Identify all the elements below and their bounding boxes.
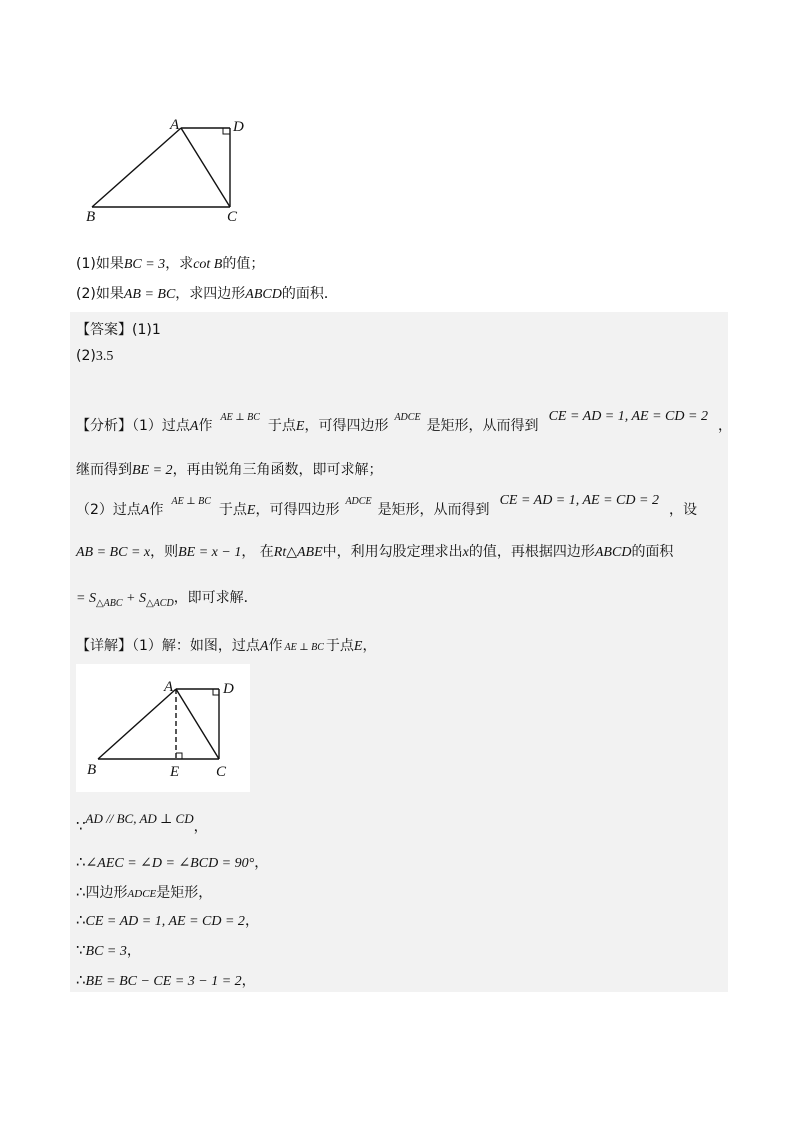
label-C: C [216,764,227,780]
figure-2-trapezoid-with-altitude [76,664,250,792]
step-1: ∵AD // BC, AD ⊥ CD， [76,811,208,835]
label-B: B [86,209,96,225]
step-3: ∴四边形ADCE是矩形， [76,883,213,901]
answer-line-2: (2)3.5 [76,348,114,364]
analysis-line-4: AB = BC = x，则BE = x − 1， 在Rt△ABE中，利用勾股定理求出x的值，再根据四边形ABCD的面积 [76,544,674,560]
label-C: C [227,209,238,225]
detail-line-1: 【详解】（1）解：如图，过点A作 AE ⊥ BC 于点E， [76,638,377,654]
step-2: ∴∠AEC = ∠D = ∠BCD = 90°， [76,853,269,871]
label-E: E [170,764,180,780]
label-A: A [164,679,174,695]
analysis-line-5: = $S_{\triangle ABC} + S_{\triangle ACD}$，即可求解． [76,590,258,609]
label-D: D [223,681,234,697]
analysis-line-1: 【分析】（1）过点A作$^{AE \perp BC}$于点E，可得四边形$^{ADCE}$是矩形，从而得到CE = AD = 1, AE = CD = 2， [76,409,732,434]
step-4: ∴CE = AD = 1, AE = CD = 2， [76,911,259,929]
label-D: D [233,119,244,135]
figure-1-trapezoid [80,112,250,228]
label-B: B [87,762,97,778]
step-6: ∴BE = BC − CE = 3 − 1 = 2， [76,971,256,989]
analysis-line-3: （2）过点A作$^{AE \perp BC}$于点E，可得四边形$^{ADCE}$是矩形，从而得到CE = AD = 1, AE = CD = 2，设 [76,493,697,518]
question-2: (2)如果AB = BC，求四边形ABCD的面积． [76,286,338,302]
analysis-line-2: 继而得到BE = 2，再由锐角三角函数，即可求解； [76,462,383,478]
answer-line-1: 【答案】(1)1 [76,322,161,338]
step-5: ∵BC = 3， [76,941,141,959]
label-A: A [170,117,180,133]
question-1: (1)如果BC = 3，求cot B的值； [76,256,265,272]
